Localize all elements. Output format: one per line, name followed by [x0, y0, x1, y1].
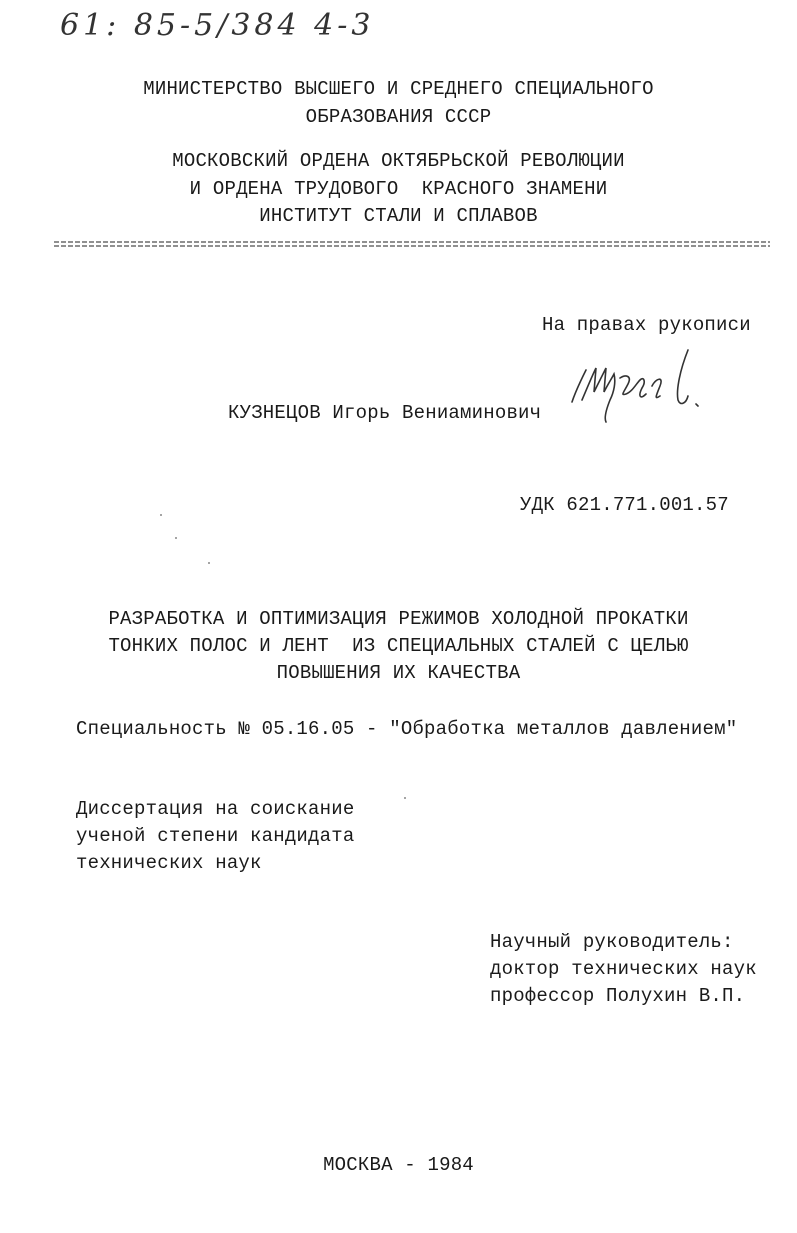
udc-code: УДК 621.771.001.57: [520, 494, 729, 516]
supervisor-line-3: профессор Полухин В.П.: [490, 985, 746, 1007]
dissertation-line-3: технических наук: [76, 852, 262, 874]
city-year: МОСКВА - 1984: [323, 1154, 474, 1176]
supervisor-line-1: Научный руководитель:: [490, 931, 734, 953]
supervisor-line-2: доктор технических наук: [490, 958, 757, 980]
institute-line-1: МОСКОВСКИЙ ОРДЕНА ОКТЯБРЬСКОЙ РЕВОЛЮЦИИ: [172, 150, 625, 172]
specialty: Специальность № 05.16.05 - "Обработка металлов давлением": [76, 718, 738, 740]
scan-speck: [175, 537, 177, 539]
scan-speck: [208, 562, 210, 564]
ministry-line-2: ОБРАЗОВАНИЯ СССР: [305, 106, 492, 128]
title-line-2: ТОНКИХ ПОЛОС И ЛЕНТ ИЗ СПЕЦИАЛЬНЫХ СТАЛЕЙ С ЦЕЛЬЮ: [108, 635, 689, 657]
scan-speck: [404, 797, 406, 799]
archive-number: 61: 85-5/384 4-3: [60, 8, 375, 43]
header-separator: [54, 240, 770, 248]
author-name: КУЗНЕЦОВ Игорь Вениаминович: [228, 402, 542, 424]
dissertation-line-1: Диссертация на соискание: [76, 798, 355, 820]
institute-line-3: ИНСТИТУТ СТАЛИ И СПЛАВОВ: [259, 205, 538, 227]
ministry-line-1: МИНИСТЕРСТВО ВЫСШЕГО И СРЕДНЕГО СПЕЦИАЛЬНОГО: [143, 78, 654, 100]
author-signature: [560, 330, 720, 430]
manuscript-note: На правах рукописи: [542, 314, 751, 336]
title-line-1: РАЗРАБОТКА И ОПТИМИЗАЦИЯ РЕЖИМОВ ХОЛОДНОЙ ПРОКАТКИ: [108, 608, 689, 630]
title-line-3: ПОВЫШЕНИЯ ИХ КАЧЕСТВА: [276, 662, 521, 684]
institute-line-2: И ОРДЕНА ТРУДОВОГО КРАСНОГО ЗНАМЕНИ: [189, 178, 608, 200]
scan-speck: [160, 514, 162, 516]
dissertation-line-2: ученой степени кандидата: [76, 825, 355, 847]
